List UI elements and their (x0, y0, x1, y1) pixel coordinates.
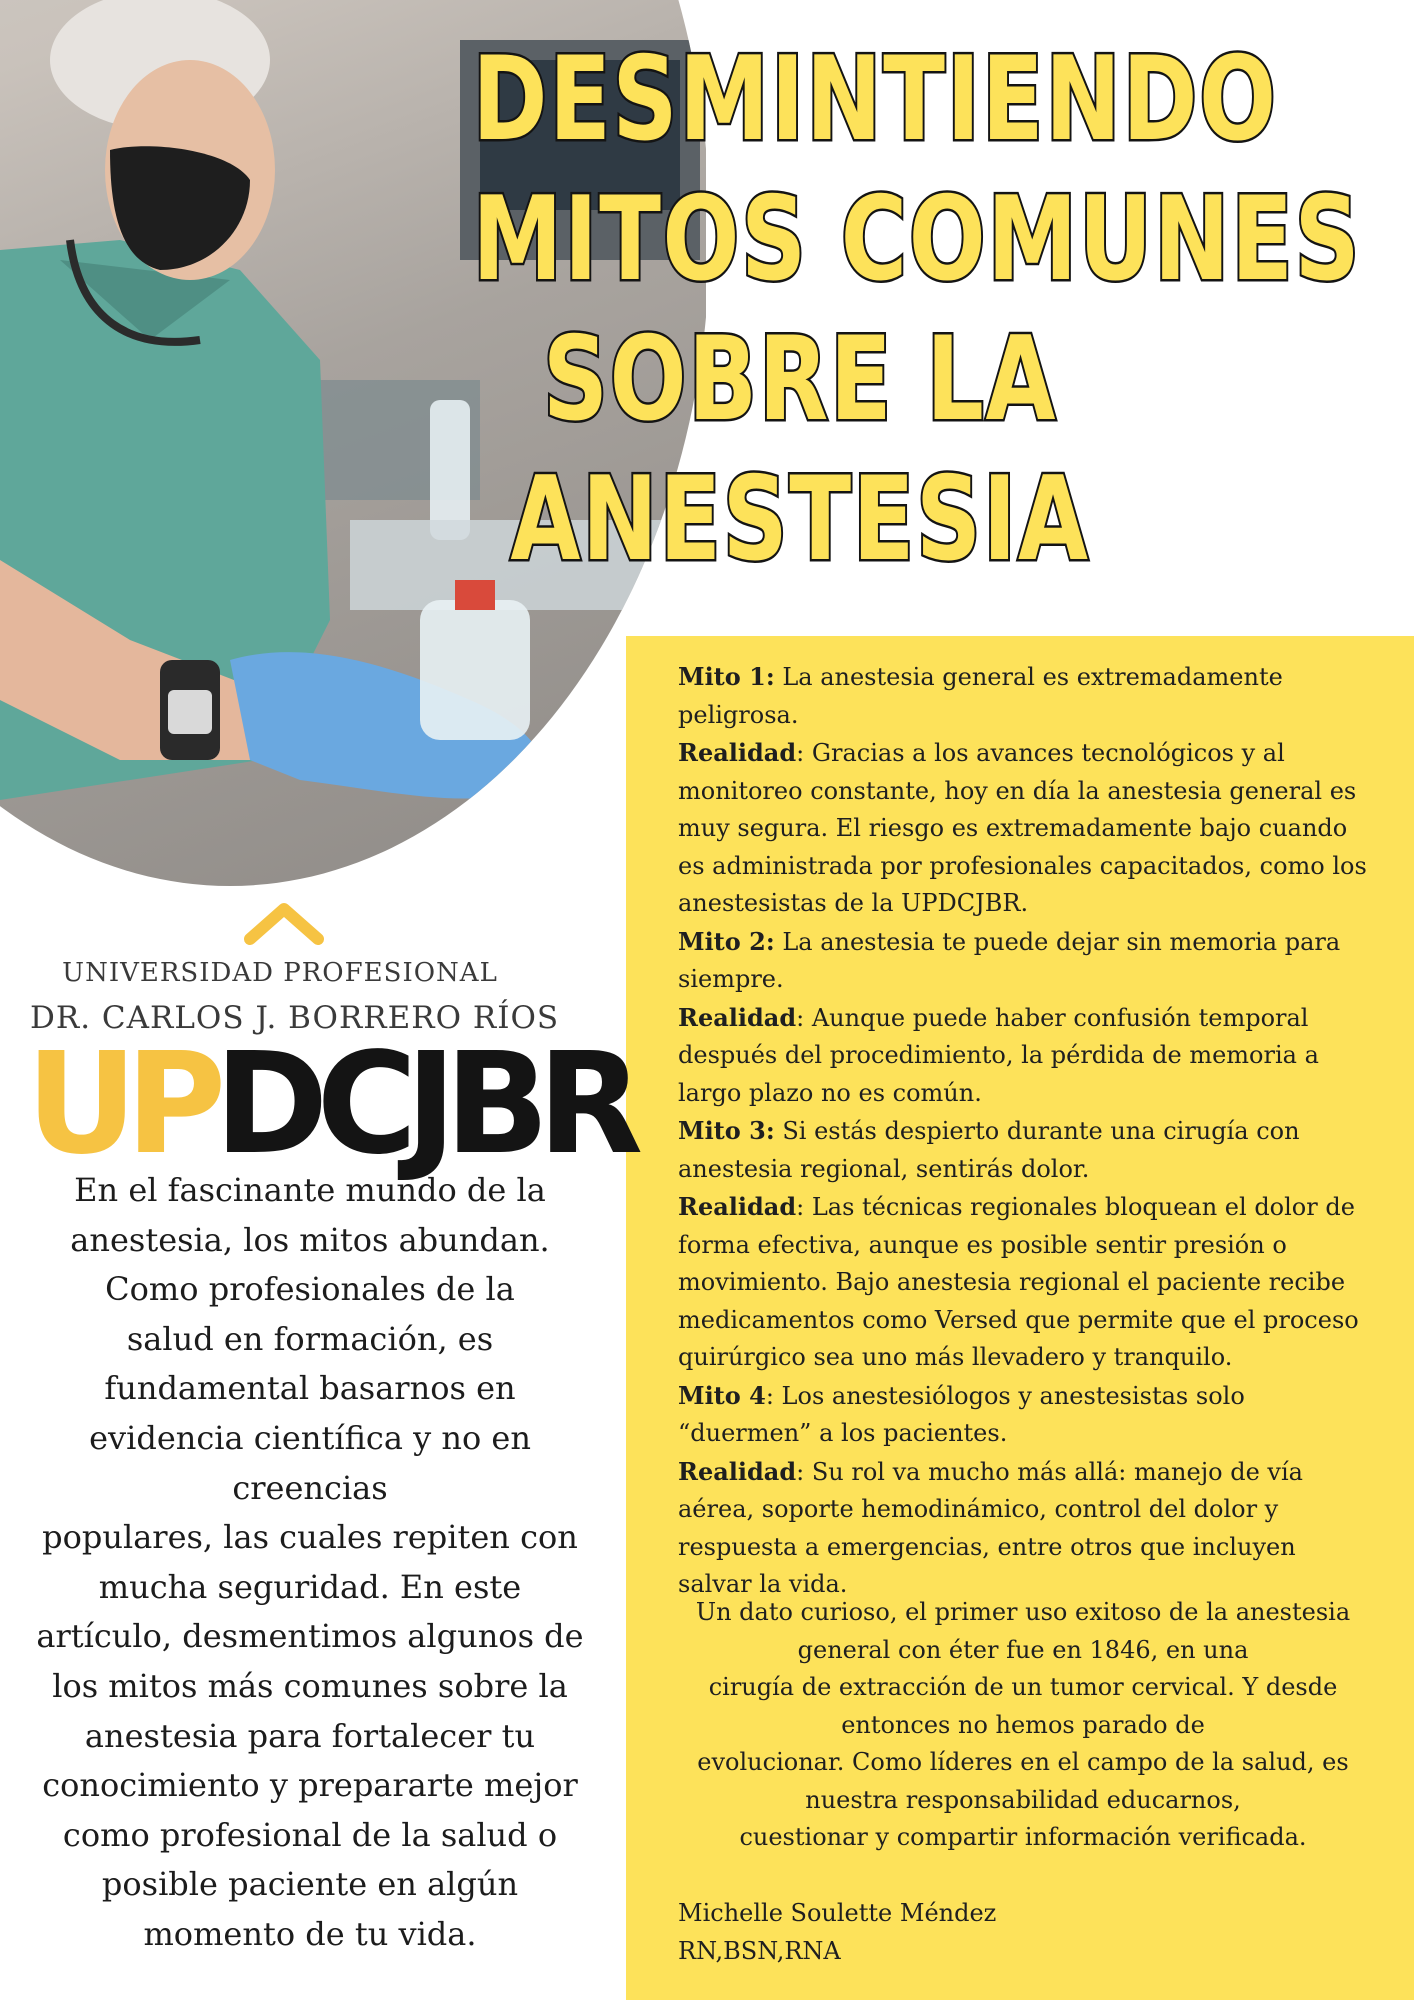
reality-label: Realidad (678, 1192, 797, 1221)
chevron-up-icon (244, 899, 324, 945)
intro-line: fundamental basarnos en (104, 1369, 516, 1408)
title-line: ANESTESIA (510, 452, 1090, 587)
university-name-line1: UNIVERSIDAD PROFESIONAL (62, 958, 498, 988)
intro-line: momento de tu vida. (143, 1914, 477, 1953)
title-line: SOBRE LA (542, 312, 1058, 447)
myth-text: La anestesia te puede dejar sin memoria para siempre. (678, 927, 1341, 993)
intro-line: anestesia, los mitos abundan. (70, 1220, 550, 1259)
reality-text: : Aunque puede haber confusión temporal después del procedimiento, la pérdida de memoria a largo plazo no es común. (678, 1003, 1319, 1107)
myth-label: Mito 2: (678, 926, 775, 956)
logo-black-letters: DCJBR (214, 1023, 632, 1186)
intro-line: creencias (232, 1468, 388, 1507)
curious-line: Un dato curioso, el primer uso exitoso de la anestesia (695, 1598, 1351, 1626)
title-line: MITOS COMUNES (472, 172, 1362, 307)
intro-line: evidencia científica y no en (89, 1418, 531, 1457)
reality-item (678, 1453, 1368, 1604)
myth-text: : Los anestesiólogos y anestesistas solo “duermen” a los pacientes. (678, 1381, 1245, 1447)
intro-line: populares, las cuales repiten con (42, 1518, 578, 1557)
author-credentials: RN,BSN,RNA (678, 1936, 841, 1965)
author-name: Michelle Soulette Méndez (678, 1899, 997, 1927)
curious-fact (678, 1594, 1368, 1857)
title-line: DESMINTIENDO (472, 32, 1278, 167)
page-title (380, 30, 1362, 590)
university-name-line2: DR. CARLOS J. BORRERO RÍOS (30, 1000, 560, 1036)
curious-line: entonces no hemos parado de (841, 1710, 1205, 1739)
myth-text: Si estás despierto durante una cirugía con anestesia regional, sentirás dolor. (678, 1117, 1300, 1183)
author-signature (678, 1895, 996, 1970)
reality-label: Realidad (678, 738, 797, 767)
myth-text: La anestesia general es extremadamente peligrosa. (678, 663, 1283, 729)
reality-text: : Su rol va mucho más allá: manejo de vía aérea, soporte hemodinámico, control del dolor y respuesta a emergencias, entre otros que incluyen salvar la vida. (678, 1457, 1303, 1598)
myth-item (678, 1112, 1368, 1188)
curious-line: general con éter fue en 1846, en una (797, 1635, 1249, 1664)
reality-text: : Las técnicas regionales bloquean el dolor de forma efectiva, aunque es posible sentir presión o movimiento. Bajo anestesia regional el paciente recibe medicamentos como Versed que permite que el proceso quirúrgico sea uno más llevadero y tranquilo. (678, 1193, 1359, 1371)
intro-line: como profesional de la salud o (62, 1815, 558, 1854)
university-logo (26, 1023, 632, 1186)
reality-item (678, 999, 1368, 1113)
myths-list (678, 658, 1368, 1604)
reality-label: Realidad (678, 1456, 797, 1486)
myth-label: Mito 3: (678, 1116, 775, 1145)
intro-line: conocimiento y prepararte mejor (42, 1766, 578, 1805)
myth-item (678, 923, 1368, 999)
myth-label: Mito 1: (678, 662, 775, 691)
intro-line: artículo, desmentimos algunos de (36, 1617, 584, 1656)
curious-line: evolucionar. Como líderes en el campo de la salud, es (697, 1748, 1349, 1776)
myth-label: Mito 4 (678, 1380, 766, 1410)
intro-line: salud en formación, es (126, 1319, 494, 1358)
intro-line: posible paciente en algún (101, 1865, 519, 1904)
logo-yellow-letters: UP (26, 1023, 215, 1186)
intro-line: mucha seguridad. En este (98, 1567, 522, 1606)
myth-item (678, 658, 1368, 734)
curious-line: cirugía de extracción de un tumor cervical. Y desde (708, 1673, 1338, 1701)
intro-line: los mitos más comunes sobre la (52, 1666, 568, 1705)
myth-item (678, 1377, 1368, 1453)
intro-line: En el fascinante mundo de la (74, 1171, 546, 1209)
reality-item (678, 1188, 1368, 1377)
curious-line: nuestra responsabilidad educarnos, (805, 1785, 1241, 1814)
intro-line: Como profesionales de la (105, 1270, 515, 1309)
reality-label: Realidad (678, 1002, 797, 1032)
reality-item (678, 734, 1368, 923)
intro-paragraph (20, 1166, 600, 1960)
curious-line: cuestionar y compartir información verificada. (739, 1823, 1307, 1851)
intro-line: anestesia para fortalecer tu (84, 1716, 536, 1755)
reality-text: : Gracias a los avances tecnológicos y al monitoreo constante, hoy en día la anestesia general es muy segura. El riesgo es extremadamente bajo cuando es administrada por profesionales capacitados, como los anestesistas de la UPDCJBR. (678, 739, 1367, 917)
